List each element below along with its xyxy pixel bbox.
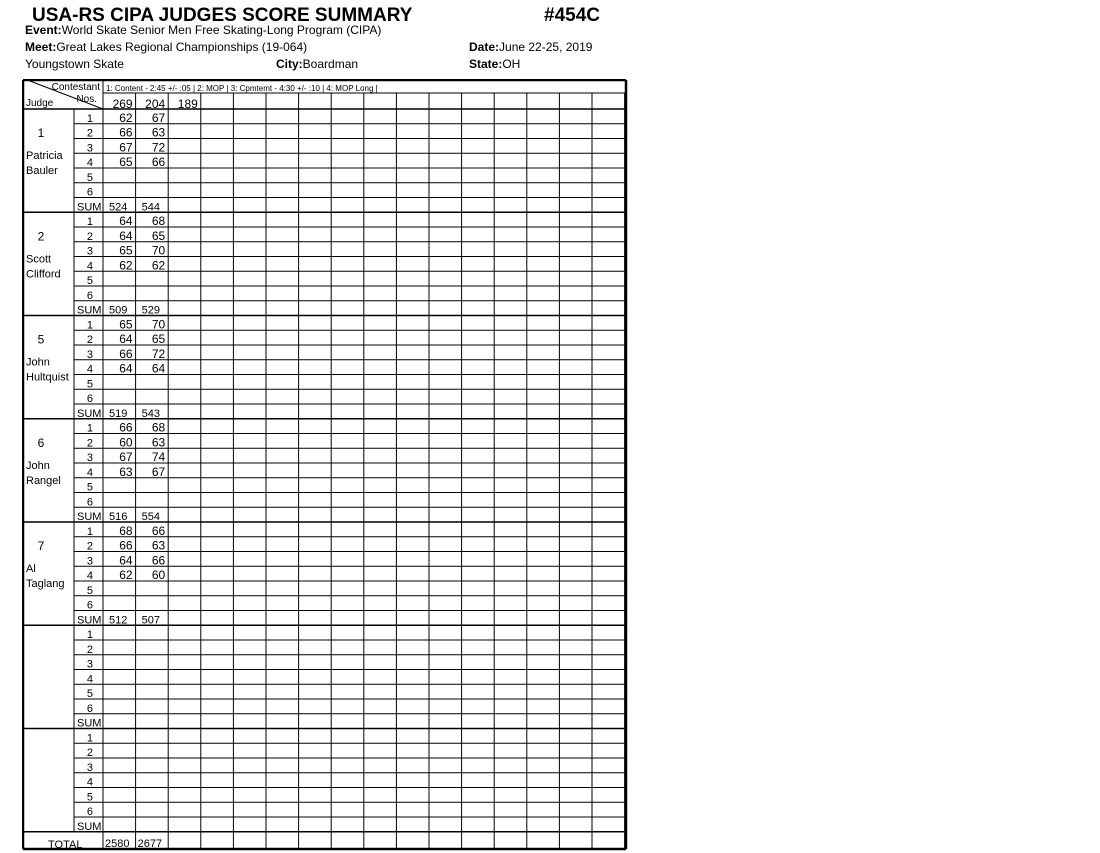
score-cell: 66	[151, 155, 166, 169]
date-line	[469, 40, 592, 54]
row-number-label: 4	[86, 776, 93, 789]
judge-last-name: Taglang	[26, 578, 65, 590]
score-cell: 67	[119, 450, 133, 464]
score-cell: 62	[119, 258, 133, 273]
nos-label: Nos.	[76, 94, 97, 105]
club-name: Youngstown Skate	[25, 57, 124, 71]
contestant-number: 189	[177, 97, 198, 111]
page-title: USA-RS CIPA JUDGES SCORE SUMMARY	[32, 5, 413, 26]
score-cell: 64	[119, 361, 133, 376]
row-number-label: 1	[86, 216, 93, 228]
score-cell: 64	[119, 228, 133, 243]
total-label: TOTAL	[48, 839, 83, 851]
meet-line	[25, 40, 307, 54]
date-label: Date:	[469, 40, 500, 54]
row-number-label: 5	[86, 584, 93, 597]
row-number-label: 5	[86, 688, 93, 700]
row-number-label: 4	[86, 157, 93, 169]
row-number-label: 3	[86, 761, 93, 774]
judge-number: 5	[37, 332, 45, 347]
score-cell: 67	[151, 464, 166, 479]
score-cell: 63	[151, 125, 166, 140]
row-number-label: 2	[86, 334, 93, 346]
judge-number: 6	[37, 435, 45, 450]
state-label: State:	[469, 57, 503, 71]
score-cell: 62	[151, 258, 166, 273]
state-value: OH	[502, 57, 521, 71]
score-cell: 66	[119, 346, 133, 361]
row-number-label: 5	[86, 481, 93, 494]
score-cell: 66	[119, 125, 133, 140]
event-line	[25, 23, 381, 37]
row-number-label: 4	[86, 673, 93, 686]
sum-label: SUM	[77, 820, 102, 833]
score-cell: 64	[119, 332, 133, 346]
judge-last-name: Clifford	[26, 268, 61, 281]
judge-last-name: Rangel	[26, 474, 61, 487]
score-cell: 65	[119, 243, 133, 258]
judge-label: Judge	[26, 98, 54, 109]
total-cell: 2677	[137, 838, 163, 850]
score-cell: 66	[151, 553, 166, 568]
score-cell: 65	[119, 155, 133, 169]
row-number-label: 1	[86, 112, 93, 125]
judge-last-name: Hultquist	[26, 371, 69, 384]
score-cell: 72	[151, 346, 166, 361]
score-cell: 72	[151, 140, 166, 155]
judge-first-name: John	[26, 356, 50, 369]
event-value: World Skate Senior Men Free Skating-Long Program (CIPA)	[61, 23, 382, 37]
row-number-label: 6	[86, 806, 93, 818]
row-number-label: 2	[86, 127, 93, 140]
sum-label: SUM	[77, 407, 102, 420]
score-cell: 66	[151, 523, 166, 538]
score-cell: 70	[151, 243, 166, 258]
meet-label: Meet:	[25, 40, 57, 54]
sum-label: SUM	[77, 717, 102, 730]
judge-sum-cell: 529	[141, 304, 160, 317]
judge-sum-cell: 524	[109, 201, 128, 214]
row-number-label: 3	[86, 452, 93, 464]
judge-number: 2	[37, 229, 45, 244]
score-cell: 70	[151, 317, 166, 332]
row-number-label: 2	[86, 230, 93, 243]
row-number-label: 1	[86, 319, 93, 332]
row-number-label: 6	[86, 393, 93, 405]
row-number-label: 2	[86, 747, 93, 759]
score-cell: 67	[151, 110, 166, 125]
city-value: Boardman	[302, 57, 359, 71]
contestant-number: 204	[145, 97, 166, 111]
score-cell: 64	[119, 553, 133, 568]
row-number-label: 3	[86, 658, 93, 671]
score-cell: 65	[119, 317, 133, 332]
score-cell: 68	[119, 523, 133, 538]
row-number-label: 6	[86, 599, 93, 612]
contestant-label: Contestant	[51, 82, 100, 93]
judge-sum-cell: 516	[109, 511, 128, 523]
row-number-label: 1	[86, 422, 93, 435]
row-number-label: 3	[86, 245, 93, 258]
row-number-label: 2	[86, 437, 93, 450]
contestant-number: 269	[112, 97, 133, 111]
judge-sum-cell: 512	[109, 614, 128, 627]
row-number-label: 1	[86, 629, 93, 641]
row-number-label: 6	[86, 702, 93, 715]
row-number-label: 3	[86, 142, 93, 155]
judge-last-name: Bauler	[26, 165, 58, 177]
score-cell: 62	[119, 568, 133, 582]
score-cell: 60	[119, 435, 133, 450]
score-cell: 62	[119, 110, 133, 125]
score-cell: 63	[119, 464, 133, 479]
judge-sum-cell: 544	[141, 201, 160, 214]
row-number-label: 1	[86, 732, 93, 745]
judge-sum-cell: 543	[141, 407, 160, 420]
score-table	[22, 79, 632, 853]
score-cell: 65	[151, 332, 166, 346]
date-value: June 22-25, 2019	[499, 40, 593, 54]
score-cell: 74	[151, 450, 166, 464]
judge-first-name: Scott	[26, 253, 52, 266]
score-cell: 68	[151, 420, 166, 435]
judge-first-name: John	[26, 459, 50, 472]
row-number-label: 4	[86, 260, 93, 273]
score-cell: 63	[151, 538, 166, 553]
criteria-legend: 1: Content - 2:45 +/- :05 | 2: MOP | 3: Cpmtemt - 4:30 +/- :10 | 4: MOP Long |	[106, 84, 378, 93]
score-cell: 67	[119, 140, 133, 155]
meet-value: Great Lakes Regional Championships (19-064)	[56, 40, 308, 54]
score-cell: 68	[151, 214, 166, 228]
score-cell: 60	[151, 568, 166, 582]
row-number-label: 3	[86, 348, 93, 361]
row-number-label: 5	[86, 378, 93, 391]
judge-number: 1	[37, 126, 45, 140]
judge-first-name: Al	[26, 563, 36, 575]
score-cell: 63	[151, 435, 166, 450]
score-cell: 66	[119, 420, 133, 435]
event-label: Event:	[25, 23, 62, 37]
row-number-label: 2	[86, 643, 93, 656]
row-number-label: 5	[86, 275, 93, 287]
total-cell: 2580	[105, 838, 130, 850]
row-number-label: 6	[86, 186, 93, 199]
row-number-label: 4	[86, 570, 93, 582]
judge-sum-cell: 507	[141, 614, 160, 627]
judge-sum-cell: 519	[109, 407, 128, 420]
row-number-label: 6	[86, 496, 93, 509]
row-number-label: 3	[86, 555, 93, 568]
row-number-label: 5	[86, 791, 93, 804]
row-number-label: 5	[86, 171, 93, 184]
state-line	[469, 57, 520, 71]
judge-number: 7	[37, 539, 45, 553]
sum-label: SUM	[77, 511, 102, 523]
judge-sum-cell: 554	[141, 511, 160, 523]
city-line	[276, 57, 358, 71]
sum-label: SUM	[77, 201, 102, 214]
row-number-label: 4	[86, 466, 93, 479]
sum-label: SUM	[77, 304, 102, 317]
form-code: #454C	[544, 5, 600, 26]
judge-sum-cell: 509	[109, 304, 128, 317]
score-cell: 64	[119, 214, 133, 228]
row-number-label: 6	[86, 289, 93, 302]
row-number-label: 2	[86, 540, 93, 553]
score-cell: 65	[151, 228, 166, 243]
row-number-label: 4	[86, 363, 93, 376]
judge-first-name: Patricia	[26, 150, 63, 162]
score-cell: 64	[151, 361, 166, 376]
score-cell: 66	[119, 538, 133, 553]
row-number-label: 1	[86, 525, 93, 538]
city-label: City:	[276, 57, 303, 71]
sum-label: SUM	[77, 614, 102, 627]
